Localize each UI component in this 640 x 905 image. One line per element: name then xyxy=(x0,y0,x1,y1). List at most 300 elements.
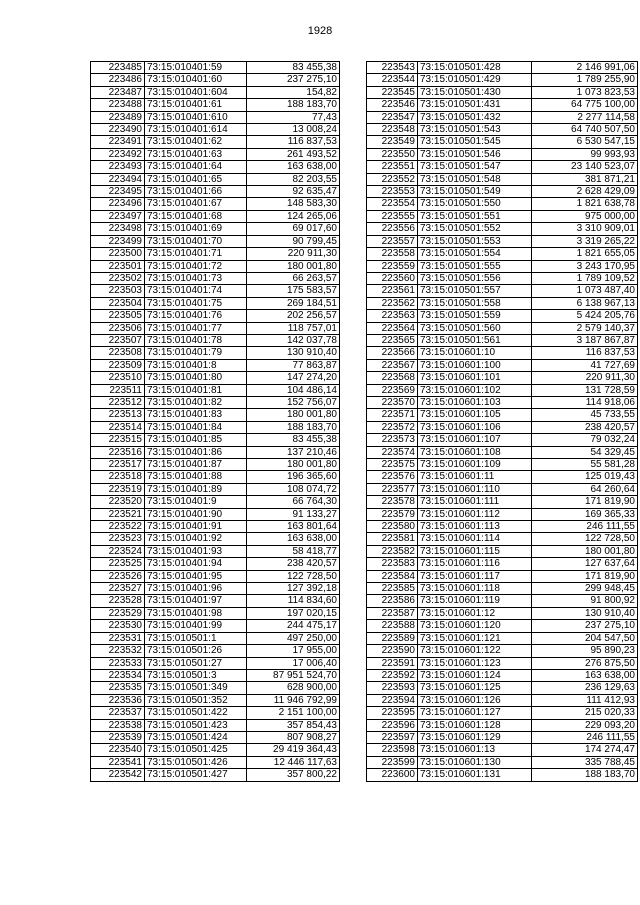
table-row xyxy=(367,173,638,185)
table-row xyxy=(91,210,340,222)
table-row xyxy=(367,396,638,408)
row-id: 223538 xyxy=(91,719,145,731)
row-id: 223566 xyxy=(367,347,418,359)
row-id: 223486 xyxy=(91,74,145,86)
table-row xyxy=(91,446,340,458)
table-row xyxy=(91,111,340,123)
table-row xyxy=(367,285,638,297)
cadastral-value: 77,43 xyxy=(247,111,340,123)
row-id: 223598 xyxy=(367,744,418,756)
cadastral-number: 73:15:010601:105 xyxy=(418,409,532,421)
row-id: 223555 xyxy=(367,210,418,222)
row-id: 223569 xyxy=(367,384,418,396)
row-id: 223513 xyxy=(91,409,145,421)
table-row xyxy=(367,124,638,136)
cadastral-number: 73:15:010501:550 xyxy=(418,198,532,210)
cadastral-value: 238 420,57 xyxy=(532,421,638,433)
cadastral-value: 238 420,57 xyxy=(247,558,340,570)
table-row xyxy=(91,272,340,284)
cadastral-number: 73:15:010401:97 xyxy=(145,595,247,607)
cadastral-value: 1 073 487,40 xyxy=(532,285,638,297)
cadastral-value: 180 001,80 xyxy=(247,459,340,471)
table-row xyxy=(91,99,340,111)
table-row xyxy=(91,186,340,198)
cadastral-number: 73:15:010601:10 xyxy=(418,347,532,359)
table-row xyxy=(367,744,638,756)
cadastral-number: 73:15:010401:64 xyxy=(145,161,247,173)
table-row xyxy=(91,632,340,644)
row-id: 223545 xyxy=(367,86,418,98)
cadastral-value: 11 946 792,99 xyxy=(247,694,340,706)
cadastral-number: 73:15:010401:9 xyxy=(145,496,247,508)
cadastral-number: 73:15:010401:76 xyxy=(145,310,247,322)
table-row xyxy=(91,223,340,235)
cadastral-value: 45 733,55 xyxy=(532,409,638,421)
cadastral-number: 73:15:010601:117 xyxy=(418,570,532,582)
cadastral-number: 73:15:010601:109 xyxy=(418,459,532,471)
table-row xyxy=(367,756,638,768)
table-row xyxy=(367,334,638,346)
row-id: 223514 xyxy=(91,421,145,433)
row-id: 223565 xyxy=(367,334,418,346)
table-row xyxy=(367,459,638,471)
cadastral-value: 6 530 547,15 xyxy=(532,136,638,148)
cadastral-number: 73:15:010601:128 xyxy=(418,719,532,731)
row-id: 223500 xyxy=(91,248,145,260)
table-row xyxy=(91,459,340,471)
row-id: 223561 xyxy=(367,285,418,297)
cadastral-value: 12 446 117,63 xyxy=(247,756,340,768)
cadastral-number: 73:15:010501:424 xyxy=(145,731,247,743)
table-row xyxy=(367,521,638,533)
cadastral-number: 73:15:010601:119 xyxy=(418,595,532,607)
row-id: 223585 xyxy=(367,583,418,595)
cadastral-number: 73:15:010501:559 xyxy=(418,310,532,322)
row-id: 223525 xyxy=(91,558,145,570)
cadastral-number: 73:15:010401:89 xyxy=(145,483,247,495)
row-id: 223548 xyxy=(367,124,418,136)
cadastral-value: 6 138 967,13 xyxy=(532,297,638,309)
row-id: 223595 xyxy=(367,707,418,719)
cadastral-value: 152 756,07 xyxy=(247,396,340,408)
table-row xyxy=(91,124,340,136)
cadastral-number: 73:15:010601:127 xyxy=(418,707,532,719)
row-id: 223529 xyxy=(91,607,145,619)
table-row xyxy=(367,483,638,495)
table-row xyxy=(367,707,638,719)
cadastral-value: 2 628 429,09 xyxy=(532,186,638,198)
cadastral-value: 64 260,64 xyxy=(532,483,638,495)
cadastral-number: 73:15:010401:98 xyxy=(145,607,247,619)
cadastral-number: 73:15:010601:112 xyxy=(418,508,532,520)
cadastral-number: 73:15:010601:121 xyxy=(418,632,532,644)
cadastral-value: 261 493,52 xyxy=(247,148,340,160)
cadastral-number: 73:15:010401:604 xyxy=(145,86,247,98)
cadastral-value: 1 821 655,05 xyxy=(532,248,638,260)
cadastral-value: 64 740 507,50 xyxy=(532,124,638,136)
table-row xyxy=(91,694,340,706)
row-id: 223485 xyxy=(91,62,145,74)
cadastral-number: 73:15:010501:557 xyxy=(418,285,532,297)
table-row xyxy=(367,657,638,669)
table-row xyxy=(91,148,340,160)
cadastral-number: 73:15:010501:558 xyxy=(418,297,532,309)
cadastral-value: 118 757,01 xyxy=(247,322,340,334)
cadastral-number: 73:15:010601:113 xyxy=(418,521,532,533)
row-id: 223558 xyxy=(367,248,418,260)
table-body-left xyxy=(91,62,340,782)
table-row xyxy=(367,235,638,247)
cadastral-value: 220 911,30 xyxy=(532,372,638,384)
row-id: 223539 xyxy=(91,731,145,743)
cadastral-value: 244 475,17 xyxy=(247,620,340,632)
table-row xyxy=(91,731,340,743)
row-id: 223489 xyxy=(91,111,145,123)
row-id: 223582 xyxy=(367,545,418,557)
table-row xyxy=(367,496,638,508)
table-row xyxy=(91,198,340,210)
row-id: 223557 xyxy=(367,235,418,247)
row-id: 223542 xyxy=(91,769,145,781)
table-row xyxy=(367,570,638,582)
row-id: 223559 xyxy=(367,260,418,272)
row-id: 223526 xyxy=(91,570,145,582)
cadastral-value: 54 329,45 xyxy=(532,446,638,458)
row-id: 223564 xyxy=(367,322,418,334)
cadastral-value: 237 275,10 xyxy=(247,74,340,86)
cadastral-number: 73:15:010501:1 xyxy=(145,632,247,644)
table-body-right xyxy=(367,62,638,782)
row-id: 223499 xyxy=(91,235,145,247)
row-id: 223553 xyxy=(367,186,418,198)
table-row xyxy=(367,384,638,396)
cadastral-number: 73:15:010501:422 xyxy=(145,707,247,719)
table-row xyxy=(367,731,638,743)
cadastral-value: 3 310 909,01 xyxy=(532,223,638,235)
cadastral-value: 3 187 867,87 xyxy=(532,334,638,346)
cadastral-number: 73:15:010501:561 xyxy=(418,334,532,346)
cadastral-value: 1 821 638,78 xyxy=(532,198,638,210)
row-id: 223554 xyxy=(367,198,418,210)
cadastral-value: 131 728,59 xyxy=(532,384,638,396)
cadastral-number: 73:15:010401:614 xyxy=(145,124,247,136)
cadastral-value: 975 000,00 xyxy=(532,210,638,222)
cadastral-value: 122 728,50 xyxy=(532,533,638,545)
table-row xyxy=(91,769,340,781)
cadastral-number: 73:15:010401:65 xyxy=(145,173,247,185)
cadastral-value: 299 948,45 xyxy=(532,583,638,595)
cadastral-number: 73:15:010601:13 xyxy=(418,744,532,756)
table-row xyxy=(91,645,340,657)
cadastral-number: 73:15:010501:431 xyxy=(418,99,532,111)
table-row xyxy=(367,558,638,570)
row-id: 223533 xyxy=(91,657,145,669)
cadastral-number: 73:15:010501:552 xyxy=(418,223,532,235)
cadastral-number: 73:15:010401:60 xyxy=(145,74,247,86)
table-row xyxy=(367,111,638,123)
cadastral-number: 73:15:010601:107 xyxy=(418,434,532,446)
row-id: 223600 xyxy=(367,769,418,781)
row-id: 223572 xyxy=(367,421,418,433)
row-id: 223580 xyxy=(367,521,418,533)
row-id: 223594 xyxy=(367,694,418,706)
cadastral-number: 73:15:010501:27 xyxy=(145,657,247,669)
cadastral-number: 73:15:010501:427 xyxy=(145,769,247,781)
row-id: 223524 xyxy=(91,545,145,557)
table-row xyxy=(91,74,340,86)
cadastral-value: 77 863,87 xyxy=(247,359,340,371)
cadastral-value: 127 392,18 xyxy=(247,583,340,595)
cadastral-number: 73:15:010501:430 xyxy=(418,86,532,98)
cadastral-value: 66 263,57 xyxy=(247,272,340,284)
row-id: 223505 xyxy=(91,310,145,322)
cadastral-number: 73:15:010401:93 xyxy=(145,545,247,557)
cadastral-value: 497 250,00 xyxy=(247,632,340,644)
cadastral-value: 108 074,72 xyxy=(247,483,340,495)
cadastral-number: 73:15:010601:115 xyxy=(418,545,532,557)
table-row xyxy=(367,607,638,619)
cadastral-value: 64 775 100,00 xyxy=(532,99,638,111)
row-id: 223519 xyxy=(91,483,145,495)
cadastral-number: 73:15:010401:8 xyxy=(145,359,247,371)
cadastral-number: 73:15:010401:63 xyxy=(145,148,247,160)
cadastral-value: 3 243 170,95 xyxy=(532,260,638,272)
cadastral-value: 246 111,55 xyxy=(532,731,638,743)
table-row xyxy=(91,669,340,681)
table-row xyxy=(367,198,638,210)
table-row xyxy=(367,682,638,694)
cadastral-number: 73:15:010601:120 xyxy=(418,620,532,632)
row-id: 223547 xyxy=(367,111,418,123)
cadastral-number: 73:15:010401:71 xyxy=(145,248,247,260)
row-id: 223577 xyxy=(367,483,418,495)
row-id: 223592 xyxy=(367,669,418,681)
row-id: 223511 xyxy=(91,384,145,396)
table-row xyxy=(91,744,340,756)
table-row xyxy=(91,558,340,570)
cadastral-number: 73:15:010501:545 xyxy=(418,136,532,148)
cadastral-value: 236 129,63 xyxy=(532,682,638,694)
cadastral-value: 169 365,33 xyxy=(532,508,638,520)
cadastral-value: 204 547,50 xyxy=(532,632,638,644)
cadastral-value: 92 635,47 xyxy=(247,186,340,198)
row-id: 223496 xyxy=(91,198,145,210)
row-id: 223593 xyxy=(367,682,418,694)
row-id: 223531 xyxy=(91,632,145,644)
cadastral-number: 73:15:010601:116 xyxy=(418,558,532,570)
cadastral-number: 73:15:010501:425 xyxy=(145,744,247,756)
row-id: 223541 xyxy=(91,756,145,768)
cadastral-number: 73:15:010401:61 xyxy=(145,99,247,111)
cadastral-value: 124 265,06 xyxy=(247,210,340,222)
row-id: 223520 xyxy=(91,496,145,508)
cadastral-value: 269 184,51 xyxy=(247,297,340,309)
row-id: 223579 xyxy=(367,508,418,520)
table-row xyxy=(367,632,638,644)
table-row xyxy=(367,297,638,309)
row-id: 223563 xyxy=(367,310,418,322)
cadastral-number: 73:15:010401:67 xyxy=(145,198,247,210)
table-row xyxy=(91,471,340,483)
table-row xyxy=(91,359,340,371)
cadastral-number: 73:15:010601:122 xyxy=(418,645,532,657)
cadastral-number: 73:15:010501:426 xyxy=(145,756,247,768)
cadastral-number: 73:15:010501:543 xyxy=(418,124,532,136)
cadastral-value: 91 133,27 xyxy=(247,508,340,520)
table-row xyxy=(367,769,638,781)
cadastral-value: 197 020,15 xyxy=(247,607,340,619)
cadastral-value: 127 637,64 xyxy=(532,558,638,570)
cadastral-value: 137 210,46 xyxy=(247,446,340,458)
cadastral-number: 73:15:010401:96 xyxy=(145,583,247,595)
cadastral-number: 73:15:010401:77 xyxy=(145,322,247,334)
cadastral-number: 73:15:010501:560 xyxy=(418,322,532,334)
registry-table-right xyxy=(366,61,638,782)
cadastral-value: 114 834,60 xyxy=(247,595,340,607)
cadastral-value: 142 037,78 xyxy=(247,334,340,346)
table-row xyxy=(367,545,638,557)
table-row xyxy=(367,446,638,458)
cadastral-number: 73:15:010401:87 xyxy=(145,459,247,471)
cadastral-value: 116 837,53 xyxy=(532,347,638,359)
table-row xyxy=(91,260,340,272)
cadastral-number: 73:15:010401:69 xyxy=(145,223,247,235)
row-id: 223510 xyxy=(91,372,145,384)
cadastral-number: 73:15:010401:92 xyxy=(145,533,247,545)
row-id: 223581 xyxy=(367,533,418,545)
cadastral-value: 196 365,60 xyxy=(247,471,340,483)
cadastral-number: 73:15:010401:84 xyxy=(145,421,247,433)
cadastral-number: 73:15:010601:125 xyxy=(418,682,532,694)
cadastral-value: 87 951 524,70 xyxy=(247,669,340,681)
row-id: 223517 xyxy=(91,459,145,471)
cadastral-value: 1 073 823,53 xyxy=(532,86,638,98)
row-id: 223576 xyxy=(367,471,418,483)
cadastral-number: 73:15:010401:95 xyxy=(145,570,247,582)
table-row xyxy=(91,483,340,495)
cadastral-number: 73:15:010401:68 xyxy=(145,210,247,222)
row-id: 223586 xyxy=(367,595,418,607)
table-row xyxy=(367,186,638,198)
table-row xyxy=(91,607,340,619)
cadastral-value: 79 032,24 xyxy=(532,434,638,446)
cadastral-value: 276 875,50 xyxy=(532,657,638,669)
cadastral-value: 66 764,30 xyxy=(247,496,340,508)
cadastral-value: 180 001,80 xyxy=(247,409,340,421)
row-id: 223530 xyxy=(91,620,145,632)
cadastral-value: 91 800,92 xyxy=(532,595,638,607)
row-id: 223550 xyxy=(367,148,418,160)
cadastral-number: 73:15:010601:110 xyxy=(418,483,532,495)
row-id: 223567 xyxy=(367,359,418,371)
cadastral-number: 73:15:010601:106 xyxy=(418,421,532,433)
row-id: 223494 xyxy=(91,173,145,185)
table-row xyxy=(91,595,340,607)
row-id: 223487 xyxy=(91,86,145,98)
cadastral-value: 99 993,93 xyxy=(532,148,638,160)
cadastral-value: 130 910,40 xyxy=(532,607,638,619)
cadastral-value: 163 801,64 xyxy=(247,521,340,533)
table-row xyxy=(367,223,638,235)
row-id: 223573 xyxy=(367,434,418,446)
cadastral-value: 125 019,43 xyxy=(532,471,638,483)
row-id: 223551 xyxy=(367,161,418,173)
table-row xyxy=(91,136,340,148)
row-id: 223571 xyxy=(367,409,418,421)
table-row xyxy=(91,570,340,582)
cadastral-number: 73:15:010501:429 xyxy=(418,74,532,86)
row-id: 223491 xyxy=(91,136,145,148)
cadastral-value: 95 890,23 xyxy=(532,645,638,657)
cadastral-number: 73:15:010401:78 xyxy=(145,334,247,346)
row-id: 223493 xyxy=(91,161,145,173)
cadastral-value: 2 277 114,58 xyxy=(532,111,638,123)
cadastral-number: 73:15:010401:62 xyxy=(145,136,247,148)
row-id: 223488 xyxy=(91,99,145,111)
cadastral-value: 122 728,50 xyxy=(247,570,340,582)
cadastral-number: 73:15:010601:129 xyxy=(418,731,532,743)
cadastral-number: 73:15:010401:75 xyxy=(145,297,247,309)
cadastral-value: 116 837,53 xyxy=(247,136,340,148)
cadastral-value: 41 727,69 xyxy=(532,359,638,371)
cadastral-value: 188 183,70 xyxy=(532,769,638,781)
cadastral-value: 69 017,60 xyxy=(247,223,340,235)
cadastral-number: 73:15:010401:610 xyxy=(145,111,247,123)
cadastral-number: 73:15:010501:553 xyxy=(418,235,532,247)
cadastral-number: 73:15:010401:81 xyxy=(145,384,247,396)
row-id: 223587 xyxy=(367,607,418,619)
table-row xyxy=(367,372,638,384)
row-id: 223509 xyxy=(91,359,145,371)
table-row xyxy=(91,707,340,719)
table-row xyxy=(367,595,638,607)
table-row xyxy=(367,260,638,272)
row-id: 223546 xyxy=(367,99,418,111)
cadastral-number: 73:15:010601:131 xyxy=(418,769,532,781)
cadastral-value: 175 583,57 xyxy=(247,285,340,297)
cadastral-number: 73:15:010601:100 xyxy=(418,359,532,371)
cadastral-value: 381 871,21 xyxy=(532,173,638,185)
cadastral-value: 2 579 140,37 xyxy=(532,322,638,334)
table-row xyxy=(91,496,340,508)
table-row xyxy=(91,334,340,346)
cadastral-number: 73:15:010601:102 xyxy=(418,384,532,396)
row-id: 223507 xyxy=(91,334,145,346)
cadastral-number: 73:15:010401:86 xyxy=(145,446,247,458)
cadastral-number: 73:15:010401:91 xyxy=(145,521,247,533)
row-id: 223528 xyxy=(91,595,145,607)
cadastral-value: 171 819,90 xyxy=(532,570,638,582)
cadastral-value: 148 583,30 xyxy=(247,198,340,210)
cadastral-number: 73:15:010501:548 xyxy=(418,173,532,185)
cadastral-number: 73:15:010601:103 xyxy=(418,396,532,408)
page-number: 1928 xyxy=(307,25,333,37)
cadastral-value: 90 799,45 xyxy=(247,235,340,247)
table-row xyxy=(367,533,638,545)
cadastral-number: 73:15:010601:12 xyxy=(418,607,532,619)
table-row xyxy=(91,285,340,297)
row-id: 223597 xyxy=(367,731,418,743)
table-row xyxy=(367,583,638,595)
table-row xyxy=(91,310,340,322)
row-id: 223523 xyxy=(91,533,145,545)
table-row xyxy=(367,248,638,260)
row-id: 223521 xyxy=(91,508,145,520)
row-id: 223522 xyxy=(91,521,145,533)
row-id: 223527 xyxy=(91,583,145,595)
cadastral-value: 104 486,14 xyxy=(247,384,340,396)
cadastral-value: 1 789 109,52 xyxy=(532,272,638,284)
